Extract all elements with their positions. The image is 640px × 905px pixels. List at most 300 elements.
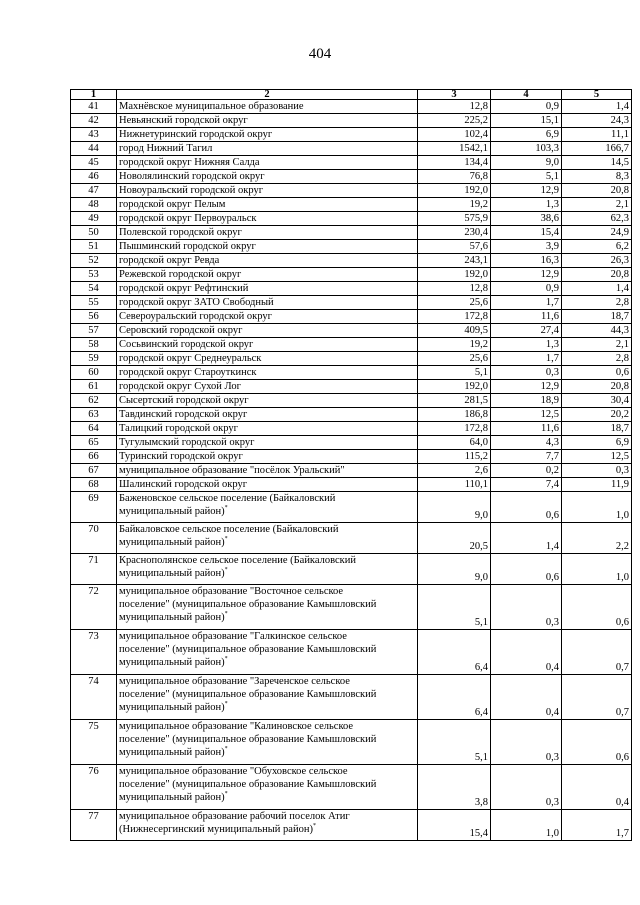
row-number-text: 61 <box>88 381 99 392</box>
row-number-text: 70 <box>88 524 99 535</box>
value-col-3-text: 12,8 <box>469 101 488 112</box>
footnote-mark: * <box>224 536 228 542</box>
value-col-3 <box>418 450 491 464</box>
value-col-4-text: 12,9 <box>540 185 559 196</box>
value-col-3-text: 9,0 <box>474 510 488 521</box>
value-col-5 <box>562 450 632 464</box>
row-number <box>71 394 117 408</box>
value-col-5 <box>562 436 632 450</box>
table-row <box>71 720 632 765</box>
row-number-text: 47 <box>88 185 99 196</box>
value-col-3-text: 19,2 <box>469 339 488 350</box>
row-name-text: городской округ ЗАТО Свободный <box>119 297 274 308</box>
row-name <box>117 585 418 630</box>
value-col-4 <box>491 478 562 492</box>
value-col-3-text: 5,1 <box>474 752 488 763</box>
row-name <box>117 184 418 198</box>
row-name-text: городской округ Рефтинский <box>119 283 249 294</box>
row-number <box>71 296 117 310</box>
row-number-text: 45 <box>88 157 99 168</box>
table-row <box>71 198 632 212</box>
value-col-4-text: 0,4 <box>545 707 559 718</box>
value-col-4-text: 0,3 <box>545 797 559 808</box>
value-col-4-text: 11,6 <box>541 311 559 322</box>
row-number-text: 49 <box>88 213 99 224</box>
row-name <box>117 492 418 523</box>
value-col-4 <box>491 366 562 380</box>
row-number-text: 59 <box>88 353 99 364</box>
table-row <box>71 366 632 380</box>
row-number <box>71 198 117 212</box>
row-number-text: 43 <box>88 129 99 140</box>
value-col-5-text: 2,8 <box>615 353 629 364</box>
row-name-text: городской округ Среднеуральск <box>119 353 262 364</box>
value-col-4-text: 18,9 <box>540 395 559 406</box>
value-col-5-text: 24,9 <box>610 227 629 238</box>
value-col-4 <box>491 324 562 338</box>
value-col-5-text: 1,0 <box>615 510 629 521</box>
row-number <box>71 100 117 114</box>
row-name-text: городской округ Ревда <box>119 255 220 266</box>
header-cell: 2 <box>117 90 418 100</box>
row-number <box>71 464 117 478</box>
row-number <box>71 324 117 338</box>
value-col-3 <box>418 675 491 720</box>
row-number-text: 54 <box>88 283 99 294</box>
value-col-5-text: 1,4 <box>615 101 629 112</box>
row-name-text: Тавдинский городской округ <box>119 409 248 420</box>
row-name-text: Невьянский городской округ <box>119 115 248 126</box>
value-col-5 <box>562 380 632 394</box>
row-name <box>117 352 418 366</box>
row-name-text: муниципальное образование "Галкинское сельское поселение" (муниципальное образование Камышловский муниципальный район) <box>119 631 377 668</box>
table-row <box>71 170 632 184</box>
header-cell: 4 <box>491 90 562 100</box>
value-col-3-text: 12,8 <box>469 283 488 294</box>
value-col-5-text: 0,7 <box>615 662 629 673</box>
row-name <box>117 450 418 464</box>
value-col-3 <box>418 170 491 184</box>
value-col-4 <box>491 198 562 212</box>
value-col-5 <box>562 128 632 142</box>
value-col-4-text: 12,9 <box>540 381 559 392</box>
row-number-text: 46 <box>88 171 99 182</box>
value-col-4-text: 103,3 <box>535 143 559 154</box>
value-col-3-text: 9,0 <box>474 572 488 583</box>
value-col-5 <box>562 268 632 282</box>
row-name-text: Нижнетуринский городской округ <box>119 129 273 140</box>
value-col-4-text: 11,6 <box>541 423 559 434</box>
value-col-5 <box>562 240 632 254</box>
value-col-5 <box>562 585 632 630</box>
row-number-text: 65 <box>88 437 99 448</box>
value-col-4-text: 7,4 <box>545 479 559 490</box>
table-row <box>71 352 632 366</box>
row-number-text: 63 <box>88 409 99 420</box>
row-number <box>71 338 117 352</box>
value-col-4 <box>491 338 562 352</box>
value-col-5-text: 166,7 <box>605 143 629 154</box>
value-col-3 <box>418 282 491 296</box>
value-col-5 <box>562 100 632 114</box>
row-name <box>117 212 418 226</box>
value-col-3 <box>418 114 491 128</box>
value-col-5-text: 2,2 <box>615 541 629 552</box>
value-col-3-text: 192,0 <box>464 269 488 280</box>
value-col-4-text: 1,3 <box>545 199 559 210</box>
table-row <box>71 254 632 268</box>
row-name-text: городской округ Пелым <box>119 199 226 210</box>
data-table <box>70 89 632 841</box>
value-col-5-text: 44,3 <box>610 325 629 336</box>
value-col-5 <box>562 226 632 240</box>
table-row <box>71 450 632 464</box>
value-col-3-text: 2,6 <box>474 465 488 476</box>
value-col-3-text: 102,4 <box>464 129 488 140</box>
table-row <box>71 324 632 338</box>
value-col-4 <box>491 464 562 478</box>
value-col-4 <box>491 810 562 841</box>
value-col-3 <box>418 352 491 366</box>
row-name-text: муниципальное образование "Обуховское сельское поселение" (муниципальное образование Камышловский муниципальный район) <box>119 766 377 803</box>
row-number <box>71 450 117 464</box>
row-name-text: Сосьвинский городской округ <box>119 339 254 350</box>
row-name <box>117 408 418 422</box>
value-col-5-text: 1,7 <box>615 828 629 839</box>
row-number <box>71 114 117 128</box>
value-col-3 <box>418 142 491 156</box>
value-col-3 <box>418 765 491 810</box>
row-name-text: Талицкий городской округ <box>119 423 238 434</box>
value-col-5-text: 0,3 <box>615 465 629 476</box>
row-number-text: 71 <box>88 555 99 566</box>
value-col-5-text: 20,8 <box>610 185 629 196</box>
value-col-3-text: 409,5 <box>464 325 488 336</box>
table-row <box>71 114 632 128</box>
value-col-4-text: 4,3 <box>545 437 559 448</box>
table-row <box>71 422 632 436</box>
value-col-3 <box>418 338 491 352</box>
value-col-3-text: 15,4 <box>469 828 488 839</box>
row-number <box>71 184 117 198</box>
value-col-5 <box>562 720 632 765</box>
table-row <box>71 142 632 156</box>
row-name-text: Новоуральский городской округ <box>119 185 264 196</box>
value-col-5 <box>562 156 632 170</box>
value-col-4 <box>491 310 562 324</box>
value-col-4 <box>491 720 562 765</box>
row-number-text: 62 <box>88 395 99 406</box>
value-col-4 <box>491 492 562 523</box>
value-col-5-text: 24,3 <box>610 115 629 126</box>
row-number <box>71 492 117 523</box>
value-col-3-text: 64,0 <box>469 437 488 448</box>
row-number <box>71 554 117 585</box>
row-name-text: Пышминский городской округ <box>119 241 256 252</box>
value-col-5-text: 11,1 <box>611 129 629 140</box>
value-col-5 <box>562 492 632 523</box>
value-col-3 <box>418 810 491 841</box>
value-col-4-text: 0,3 <box>545 752 559 763</box>
value-col-3 <box>418 156 491 170</box>
row-name-text: Шалинский городской округ <box>119 479 248 490</box>
value-col-3-text: 115,2 <box>464 451 488 462</box>
table-row <box>71 100 632 114</box>
row-name-text: городской округ Староуткинск <box>119 367 257 378</box>
row-name <box>117 630 418 675</box>
row-number <box>71 282 117 296</box>
table-row <box>71 554 632 585</box>
table-row <box>71 310 632 324</box>
table-row <box>71 338 632 352</box>
value-col-5-text: 2,8 <box>615 297 629 308</box>
value-col-5 <box>562 408 632 422</box>
row-number-text: 74 <box>88 676 99 687</box>
row-name-text: муниципальное образование "Восточное сельское поселение" (муниципальное образование Камышловский муниципальный район) <box>119 586 377 623</box>
value-col-5-text: 12,5 <box>610 451 629 462</box>
row-number-text: 68 <box>88 479 99 490</box>
row-number <box>71 226 117 240</box>
value-col-3-text: 186,8 <box>464 409 488 420</box>
row-name <box>117 810 418 841</box>
row-number-text: 50 <box>88 227 99 238</box>
row-number <box>71 142 117 156</box>
row-number-text: 51 <box>88 241 99 252</box>
value-col-5-text: 20,8 <box>610 269 629 280</box>
row-number <box>71 352 117 366</box>
table-row <box>71 212 632 226</box>
row-number <box>71 380 117 394</box>
value-col-4-text: 1,4 <box>545 541 559 552</box>
value-col-5 <box>562 765 632 810</box>
row-number <box>71 254 117 268</box>
row-name-text: Тугулымский городской округ <box>119 437 255 448</box>
value-col-5-text: 18,7 <box>610 423 629 434</box>
row-name-text: Краснополянское сельское поселение (Байкаловский муниципальный район) <box>119 555 357 579</box>
value-col-5 <box>562 254 632 268</box>
value-col-3 <box>418 554 491 585</box>
value-col-3-text: 3,8 <box>474 797 488 808</box>
row-name <box>117 128 418 142</box>
value-col-4 <box>491 408 562 422</box>
row-name <box>117 394 418 408</box>
row-name <box>117 240 418 254</box>
value-col-3-text: 6,4 <box>474 662 488 673</box>
value-col-4 <box>491 142 562 156</box>
value-col-4 <box>491 156 562 170</box>
value-col-4 <box>491 226 562 240</box>
value-col-3 <box>418 310 491 324</box>
value-col-4-text: 38,6 <box>540 213 559 224</box>
table-row <box>71 675 632 720</box>
value-col-4-text: 0,3 <box>545 617 559 628</box>
value-col-3-text: 6,4 <box>474 707 488 718</box>
row-name <box>117 100 418 114</box>
value-col-3-text: 57,6 <box>469 241 488 252</box>
value-col-5 <box>562 170 632 184</box>
header-cell: 3 <box>418 90 491 100</box>
row-name-text: Новолялинский городской округ <box>119 171 265 182</box>
value-col-5-text: 30,4 <box>610 395 629 406</box>
row-number-text: 52 <box>88 255 99 266</box>
value-col-5 <box>562 212 632 226</box>
row-name-text: Сысертский городской округ <box>119 395 249 406</box>
table-row <box>71 810 632 841</box>
table-row <box>71 630 632 675</box>
value-col-4 <box>491 450 562 464</box>
value-col-3 <box>418 436 491 450</box>
row-name-text: Байкаловское сельское поселение (Байкаловский муниципальный район) <box>119 524 339 548</box>
value-col-4-text: 16,3 <box>540 255 559 266</box>
value-col-5-text: 14,5 <box>610 157 629 168</box>
value-col-4 <box>491 422 562 436</box>
value-col-3-text: 25,6 <box>469 297 488 308</box>
value-col-4-text: 12,5 <box>540 409 559 420</box>
value-col-4 <box>491 380 562 394</box>
row-name <box>117 268 418 282</box>
value-col-3 <box>418 630 491 675</box>
value-col-3-text: 110,1 <box>464 479 488 490</box>
value-col-3-text: 134,4 <box>464 157 488 168</box>
row-number-text: 66 <box>88 451 99 462</box>
row-number <box>71 765 117 810</box>
table-row <box>71 240 632 254</box>
row-number <box>71 268 117 282</box>
value-col-4 <box>491 282 562 296</box>
row-name-text: городской округ Нижняя Салда <box>119 157 260 168</box>
row-number <box>71 156 117 170</box>
table-row <box>71 523 632 554</box>
value-col-5 <box>562 554 632 585</box>
value-col-4 <box>491 184 562 198</box>
value-col-4-text: 6,9 <box>545 129 559 140</box>
value-col-3-text: 172,8 <box>464 423 488 434</box>
value-col-4-text: 0,9 <box>545 101 559 112</box>
value-col-4 <box>491 436 562 450</box>
row-number-text: 64 <box>88 423 99 434</box>
value-col-4 <box>491 765 562 810</box>
table-row <box>71 436 632 450</box>
value-col-3 <box>418 492 491 523</box>
row-name <box>117 523 418 554</box>
row-number <box>71 630 117 675</box>
value-col-3 <box>418 523 491 554</box>
table-row <box>71 408 632 422</box>
value-col-3-text: 19,2 <box>469 199 488 210</box>
value-col-5 <box>562 464 632 478</box>
row-number <box>71 720 117 765</box>
value-col-3 <box>418 585 491 630</box>
value-col-4-text: 5,1 <box>545 171 559 182</box>
value-col-4 <box>491 128 562 142</box>
value-col-5-text: 2,1 <box>615 199 629 210</box>
row-name-text: Туринский городской округ <box>119 451 243 462</box>
value-col-4 <box>491 212 562 226</box>
value-col-4 <box>491 394 562 408</box>
row-name <box>117 198 418 212</box>
row-name <box>117 436 418 450</box>
value-col-4-text: 12,9 <box>540 269 559 280</box>
table-row <box>71 478 632 492</box>
row-number-text: 58 <box>88 339 99 350</box>
value-col-4-text: 1,7 <box>545 297 559 308</box>
value-col-5-text: 0,6 <box>615 617 629 628</box>
value-col-5-text: 8,3 <box>615 171 629 182</box>
value-col-3 <box>418 128 491 142</box>
value-col-5 <box>562 422 632 436</box>
row-name <box>117 720 418 765</box>
value-col-5 <box>562 324 632 338</box>
row-name <box>117 338 418 352</box>
row-number-text: 48 <box>88 199 99 210</box>
footnote-mark: * <box>224 505 228 511</box>
row-number-text: 44 <box>88 143 99 154</box>
value-col-3 <box>418 324 491 338</box>
value-col-3-text: 192,0 <box>464 381 488 392</box>
value-col-3 <box>418 422 491 436</box>
value-col-3-text: 5,1 <box>474 617 488 628</box>
value-col-3 <box>418 240 491 254</box>
value-col-4-text: 15,4 <box>540 227 559 238</box>
value-col-3 <box>418 226 491 240</box>
table-row <box>71 765 632 810</box>
row-number <box>71 212 117 226</box>
row-name-text: муниципальное образование "посёлок Уральский" <box>119 465 345 476</box>
value-col-5 <box>562 366 632 380</box>
row-name-text: Североуральский городской округ <box>119 311 272 322</box>
row-number-text: 72 <box>88 586 99 597</box>
row-name <box>117 464 418 478</box>
value-col-3-text: 230,4 <box>464 227 488 238</box>
row-number <box>71 366 117 380</box>
value-col-4-text: 0,9 <box>545 283 559 294</box>
value-col-5-text: 2,1 <box>615 339 629 350</box>
row-number-text: 73 <box>88 631 99 642</box>
row-number-text: 60 <box>88 367 99 378</box>
table-row <box>71 184 632 198</box>
value-col-4 <box>491 170 562 184</box>
value-col-4-text: 1,7 <box>545 353 559 364</box>
value-col-4 <box>491 554 562 585</box>
value-col-4 <box>491 296 562 310</box>
row-name <box>117 765 418 810</box>
row-number <box>71 523 117 554</box>
row-name <box>117 310 418 324</box>
value-col-4-text: 9,0 <box>545 157 559 168</box>
value-col-5-text: 20,8 <box>610 381 629 392</box>
row-number <box>71 585 117 630</box>
row-name-text: муниципальное образование "Калиновское сельское поселение" (муниципальное образование Камышловский муниципальный район) <box>119 721 377 758</box>
value-col-3 <box>418 184 491 198</box>
row-number-text: 53 <box>88 269 99 280</box>
value-col-4 <box>491 523 562 554</box>
value-col-5 <box>562 523 632 554</box>
value-col-4-text: 0,2 <box>545 465 559 476</box>
footnote-mark: * <box>224 746 228 752</box>
value-col-3 <box>418 720 491 765</box>
footnote-mark: * <box>224 701 228 707</box>
value-col-5 <box>562 184 632 198</box>
table-row <box>71 226 632 240</box>
value-col-4-text: 1,0 <box>545 828 559 839</box>
footnote-mark: * <box>224 656 228 662</box>
row-number-text: 56 <box>88 311 99 322</box>
row-name-text: Махнёвское муниципальное образование <box>119 101 304 112</box>
table-row <box>71 296 632 310</box>
row-name-text: Полевской городской округ <box>119 227 242 238</box>
footnote-mark: * <box>224 567 228 573</box>
value-col-3 <box>418 380 491 394</box>
